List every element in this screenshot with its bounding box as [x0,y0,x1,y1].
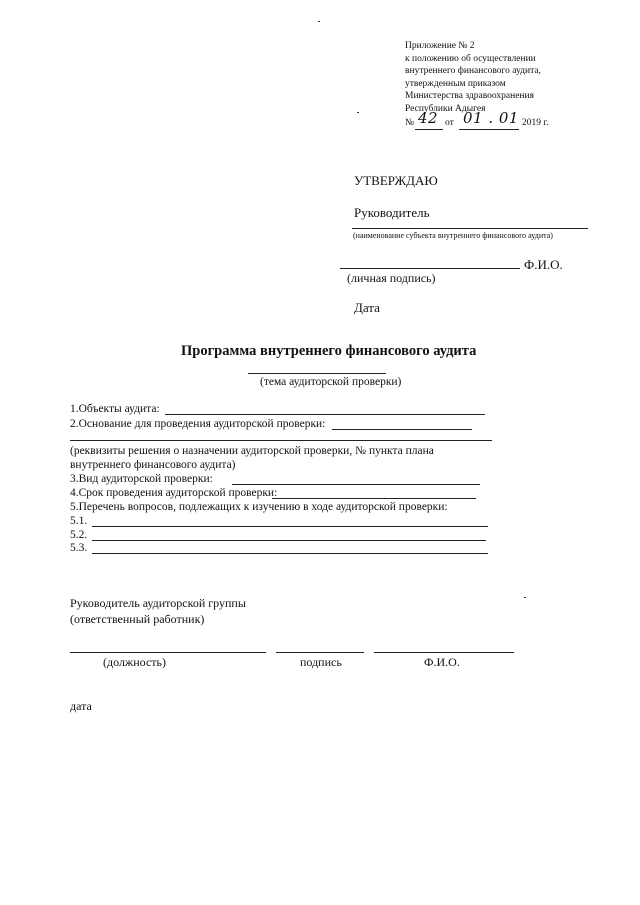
sign-caption: подпись [300,655,342,669]
order-no-prefix: № [405,118,415,128]
order-date-handwritten: 01 . 01 [463,109,519,127]
order-year: 2019 г. [522,118,549,128]
scan-speck [318,21,320,22]
program-title: Программа внутреннего финансового аудита [181,343,477,359]
scan-speck [524,597,526,598]
appendix-block [405,40,541,116]
subject-line [352,228,588,229]
footer-date-label: дата [70,699,92,713]
appendix-line: Республики Адыгея [405,103,486,114]
topic-caption: (тема аудиторской проверки) [260,376,402,388]
question-3-line [92,553,488,554]
approve-heading: УТВЕРЖДАЮ [354,173,438,188]
basis-line-full [70,440,492,441]
signature-caption: (личная подпись) [347,271,436,285]
position-caption: (должность) [103,655,166,669]
signature-line [340,268,520,269]
fio-line [374,652,514,653]
question-3-label: 5.3. [70,542,88,554]
fio-caption: Ф.И.О. [424,655,460,669]
item-term: 4.Срок проведения аудиторской проверки: [70,487,278,499]
basis-line [332,429,472,430]
appendix-line: Министерства здравоохранения [405,91,534,102]
fio-label: Ф.И.О. [524,257,563,272]
question-2-line [92,540,486,541]
appendix-line: утвержденным приказом [405,78,506,89]
appendix-line: Приложение № 2 [405,41,475,51]
position-line [70,652,266,653]
responsible-label: (ответственный работник) [70,612,205,626]
question-1-line [92,526,488,527]
date-label: Дата [354,300,380,315]
group-head-label: Руководитель аудиторской группы [70,596,246,610]
order-date-underline [459,129,519,130]
objects-line [165,414,485,415]
basis-note-line-1: (реквизиты решения о назначении аудиторской проверки, № пункта плана [70,445,434,457]
scan-speck [357,112,359,113]
type-line [232,484,480,485]
order-no-underline [415,129,443,130]
item-basis: 2.Основание для проведения аудиторской проверки: [70,418,326,430]
question-2-label: 5.2. [70,529,88,541]
item-type: 3.Вид аудиторской проверки: [70,473,213,485]
basis-note-line-2: внутреннего финансового аудита) [70,459,236,471]
sign-line [276,652,364,653]
order-no-handwritten: 42 [418,109,439,127]
order-from-label: от [445,118,454,128]
question-1-label: 5.1. [70,515,88,527]
appendix-line: внутреннего финансового аудита, [405,66,541,77]
item-objects: 1.Объекты аудита: [70,403,160,415]
item-questions: 5.Перечень вопросов, подлежащих к изучению в ходе аудиторской проверки: [70,501,448,513]
subject-caption: (наименование субъекта внутреннего финансового аудита) [353,231,553,240]
head-label: Руководитель [354,205,430,220]
term-line [272,498,476,499]
appendix-line: к положению об осуществлении [405,53,536,64]
topic-line [248,373,386,374]
